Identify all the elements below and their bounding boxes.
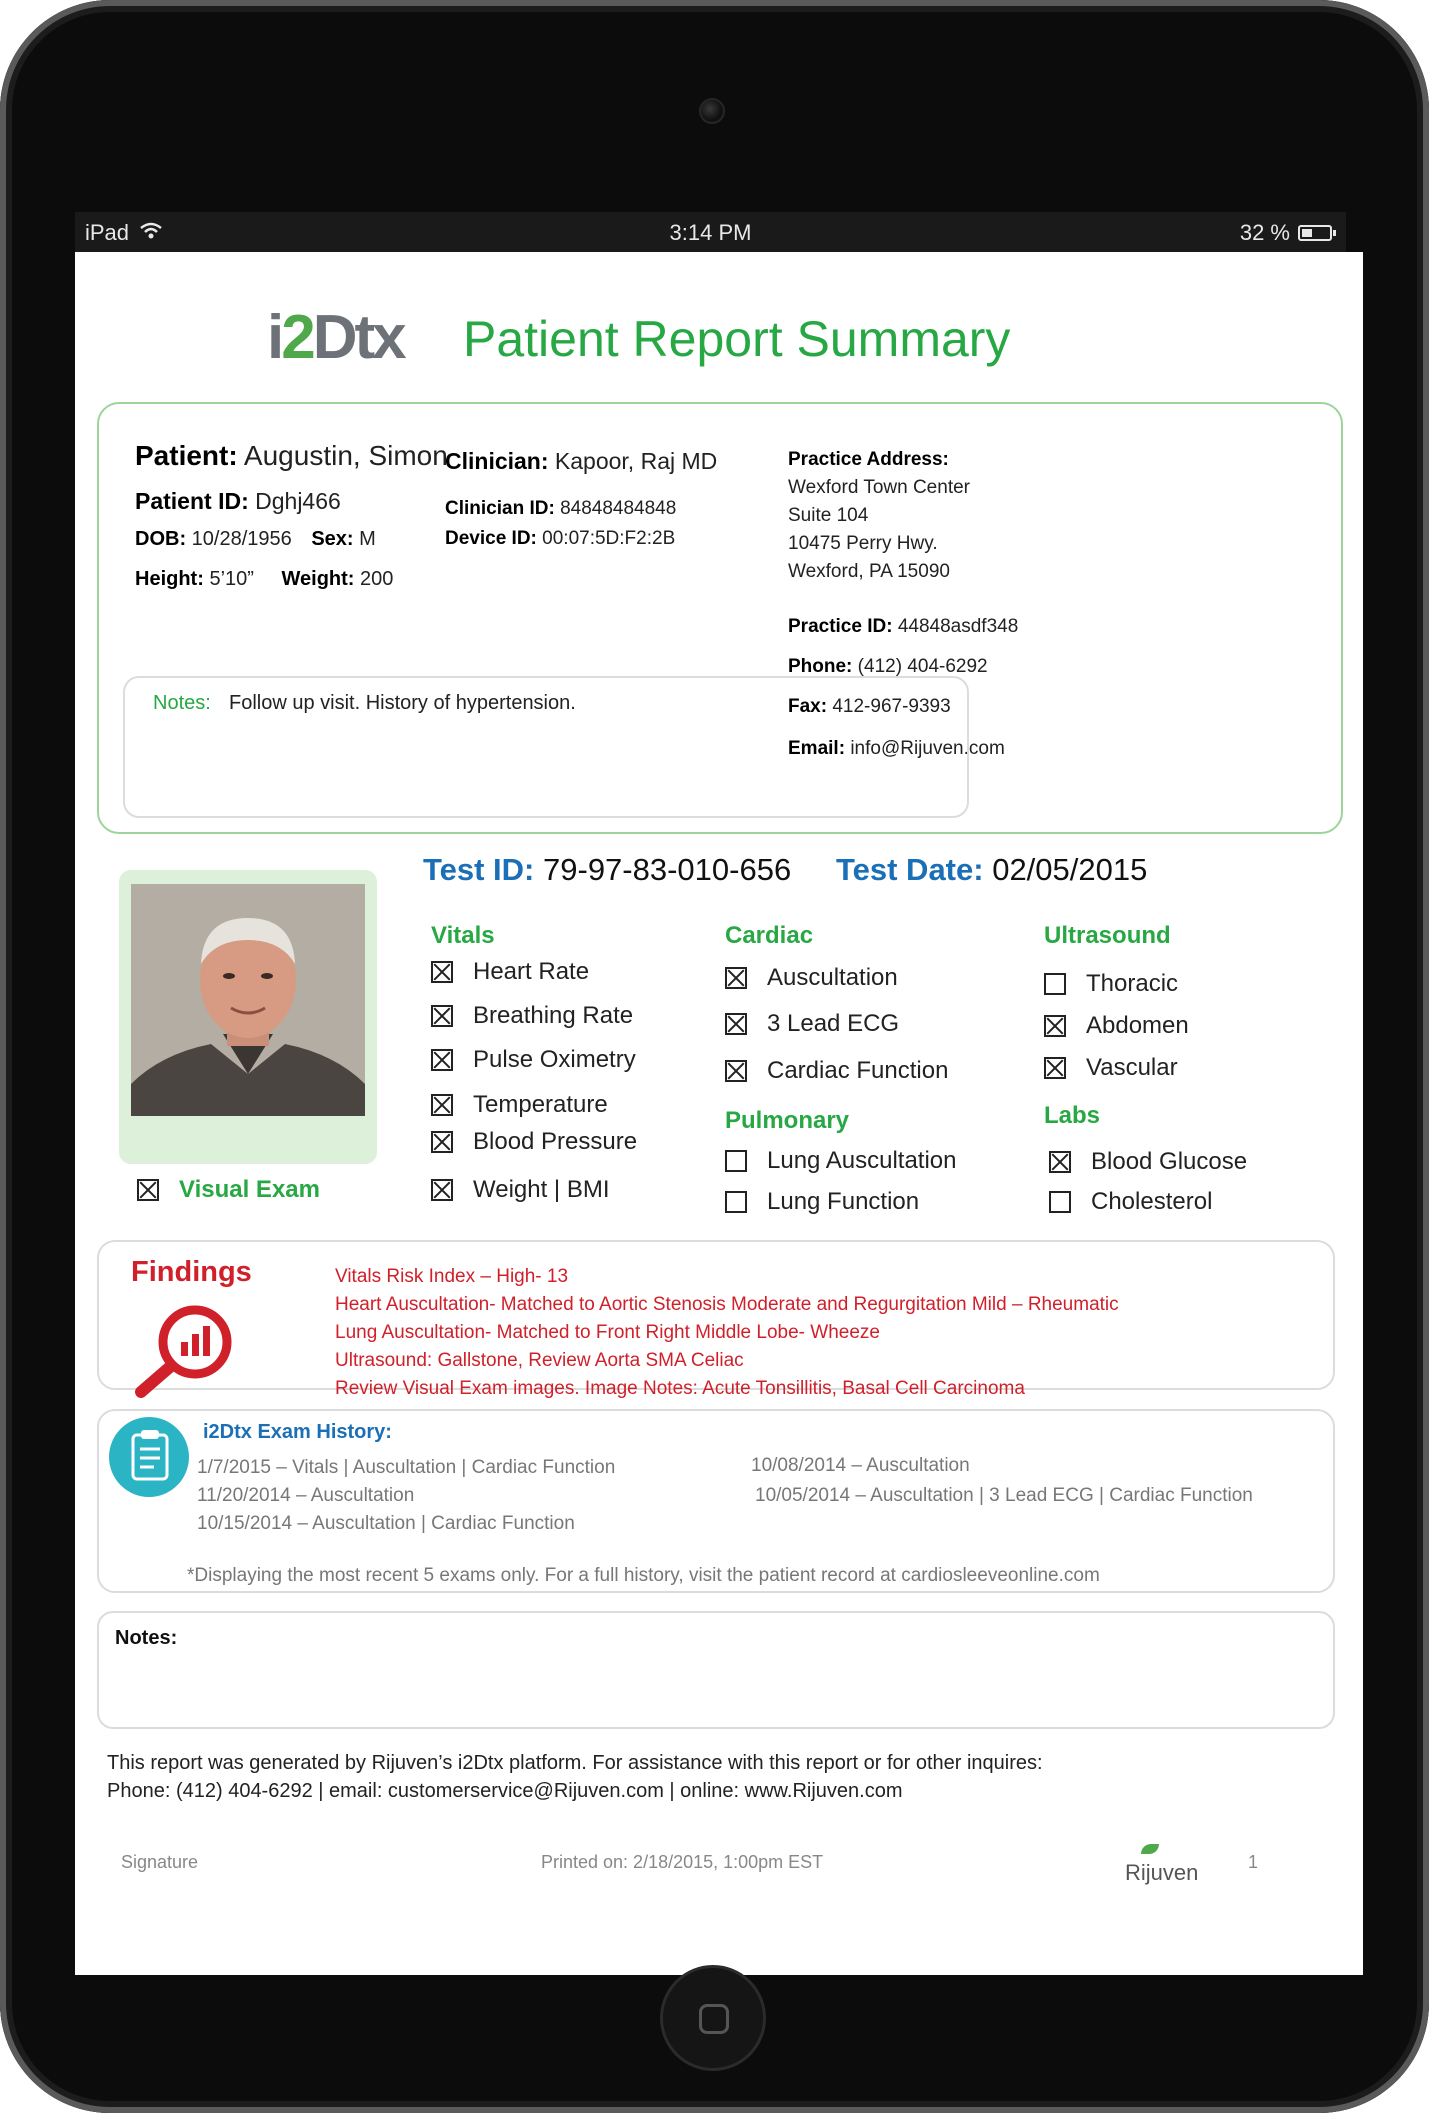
checkbox[interactable] bbox=[431, 1049, 453, 1071]
clinician-id-label: Clinician ID: bbox=[445, 498, 555, 519]
home-button[interactable] bbox=[660, 1965, 766, 2071]
cardiac-title: Cardiac bbox=[725, 922, 814, 949]
checkbox[interactable] bbox=[431, 1131, 453, 1153]
cardiac-item[interactable] bbox=[725, 1057, 948, 1085]
practice-phone: (412) 404-6292 bbox=[857, 656, 988, 677]
test-date bbox=[836, 852, 1147, 888]
page-title: Patient Report Summary bbox=[463, 311, 1011, 367]
labs-title: Labs bbox=[1044, 1102, 1101, 1129]
camera-icon bbox=[699, 98, 725, 124]
test-date-value: 02/05/2015 bbox=[992, 852, 1148, 887]
practice-address bbox=[788, 446, 970, 586]
clinician-id-row bbox=[445, 498, 676, 520]
patient-photo-frame bbox=[119, 870, 377, 1164]
practice-email-label: Email: bbox=[788, 738, 846, 759]
practice-address-label: Practice Address: bbox=[788, 449, 949, 470]
history-entry[interactable]: 11/20/2014 – Auscultation bbox=[197, 1485, 415, 1506]
practice-id-label: Practice ID: bbox=[788, 616, 893, 637]
dob-row bbox=[135, 528, 376, 551]
cardiac-item-label: Cardiac Function bbox=[767, 1057, 949, 1084]
home-icon bbox=[699, 2004, 729, 2034]
rijuven-leaf-icon bbox=[1141, 1844, 1159, 1854]
vitals-title: Vitals bbox=[431, 922, 495, 949]
printed-on: Printed on: 2/18/2015, 1:00pm EST bbox=[541, 1852, 824, 1872]
vitals-item-label: Weight | BMI bbox=[473, 1176, 610, 1203]
vitals-item-label: Pulse Oximetry bbox=[473, 1046, 636, 1073]
ultrasound-item[interactable] bbox=[1044, 1012, 1189, 1040]
vitals-item-label: Heart Rate bbox=[473, 958, 590, 985]
checkbox[interactable] bbox=[431, 1094, 453, 1116]
i2dtx-logo: i2Dtx bbox=[267, 303, 404, 372]
patient-photo[interactable] bbox=[131, 884, 365, 1116]
height-label: Height: bbox=[135, 568, 204, 590]
vitals-item[interactable] bbox=[431, 1046, 636, 1074]
history-footnote: *Displaying the most recent 5 exams only. For a full history, visit the patient record at cardiosleeveonline.com bbox=[187, 1565, 1100, 1586]
battery-percent: 32 % bbox=[1239, 220, 1290, 245]
patient-notes-label: Notes: bbox=[153, 692, 211, 714]
dob-label: DOB: bbox=[135, 528, 187, 550]
vitals-item[interactable] bbox=[431, 1002, 633, 1030]
practice-id: 44848asdf348 bbox=[897, 616, 1019, 637]
practice-id-row bbox=[788, 616, 1018, 638]
vitals-item[interactable] bbox=[431, 1176, 610, 1204]
footer-contact-text: Phone: (412) 404-6292 | email: customerservice@Rijuven.com | online: www.Rijuven.com bbox=[107, 1780, 903, 1802]
patient-info-panel bbox=[97, 402, 1343, 834]
address-line: Wexford Town Center bbox=[788, 477, 970, 498]
practice-fax-label: Fax: bbox=[788, 696, 828, 717]
history-entry[interactable]: 10/05/2014 – Auscultation | 3 Lead ECG | Cardiac Function bbox=[755, 1485, 1253, 1506]
visual-exam-option[interactable] bbox=[137, 1176, 320, 1204]
checkbox[interactable] bbox=[725, 967, 747, 989]
visual-exam-label: Visual Exam bbox=[179, 1176, 320, 1203]
checkbox[interactable] bbox=[137, 1179, 159, 1201]
patient-name-label: Patient: bbox=[135, 440, 238, 471]
status-bar bbox=[75, 212, 1346, 252]
address-line: Suite 104 bbox=[788, 505, 869, 526]
battery-icon bbox=[1298, 225, 1332, 241]
vitals-item[interactable] bbox=[431, 1128, 637, 1156]
rijuven-logo: Rijuven bbox=[1125, 1860, 1199, 1885]
device-id-row bbox=[445, 528, 675, 550]
height-weight-row bbox=[135, 568, 393, 591]
vitals-item[interactable] bbox=[431, 1091, 608, 1119]
pulmonary-item[interactable] bbox=[725, 1147, 956, 1175]
vitals-item-label: Blood Pressure bbox=[473, 1128, 638, 1155]
pulmonary-item-label: Lung Auscultation bbox=[767, 1147, 957, 1174]
checkbox[interactable] bbox=[431, 1179, 453, 1201]
cardiac-item[interactable] bbox=[725, 1010, 899, 1038]
status-time: 3:14 PM bbox=[669, 220, 752, 245]
sex-label: Sex: bbox=[311, 528, 354, 550]
checkbox[interactable] bbox=[1044, 1015, 1066, 1037]
checkbox[interactable] bbox=[1044, 1057, 1066, 1079]
history-entry[interactable]: 10/15/2014 – Auscultation | Cardiac Function bbox=[197, 1513, 575, 1534]
test-id-value: 79-97-83-010-656 bbox=[543, 852, 792, 887]
vitals-item-label: Breathing Rate bbox=[473, 1002, 634, 1029]
height-value: 5’10” bbox=[209, 568, 254, 590]
checkbox[interactable] bbox=[725, 1013, 747, 1035]
practice-email[interactable]: info@Rijuven.com bbox=[850, 738, 1005, 759]
clinician-label: Clinician: bbox=[445, 448, 549, 474]
finding-line: Lung Auscultation- Matched to Front Right Middle Lobe- Wheeze bbox=[335, 1322, 880, 1343]
report-page bbox=[75, 252, 1363, 1975]
device-name: iPad bbox=[85, 220, 130, 245]
labs-item-label: Blood Glucose bbox=[1091, 1148, 1248, 1175]
ultrasound-item[interactable] bbox=[1044, 1054, 1178, 1082]
checkbox[interactable] bbox=[1049, 1191, 1071, 1213]
exam-history-title: i2Dtx Exam History: bbox=[203, 1421, 392, 1443]
signature-label: Signature bbox=[121, 1852, 199, 1872]
labs-item-label: Cholesterol bbox=[1091, 1188, 1213, 1215]
checkbox[interactable] bbox=[1049, 1151, 1071, 1173]
findings-title: Findings bbox=[131, 1256, 252, 1288]
address-line: 10475 Perry Hwy. bbox=[788, 533, 938, 554]
pulmonary-item-label: Lung Function bbox=[767, 1188, 920, 1215]
labs-item[interactable] bbox=[1049, 1188, 1212, 1216]
patient-id-row bbox=[135, 488, 341, 515]
test-date-label: Test Date: bbox=[836, 852, 984, 887]
pulmonary-item[interactable] bbox=[725, 1188, 919, 1216]
clinician-row bbox=[445, 448, 717, 475]
footer-generated-text: This report was generated by Rijuven’s i2Dtx platform. For assistance with this report or for other inquires: bbox=[107, 1752, 1043, 1774]
finding-line: Vitals Risk Index – High- 13 bbox=[335, 1266, 569, 1287]
weight-label: Weight: bbox=[281, 568, 355, 590]
test-id-label: Test ID: bbox=[423, 852, 535, 887]
ultrasound-item-label: Vascular bbox=[1086, 1054, 1178, 1081]
clinician-id: 84848484848 bbox=[560, 498, 677, 519]
labs-item[interactable] bbox=[1049, 1148, 1247, 1176]
patient-name: Augustin, Simon bbox=[243, 440, 448, 471]
notes-label: Notes: bbox=[115, 1627, 178, 1649]
device-id: 00:07:5D:F2:2B bbox=[542, 528, 676, 549]
test-id bbox=[423, 852, 791, 888]
practice-phone-label: Phone: bbox=[788, 656, 853, 677]
checkbox[interactable] bbox=[725, 1060, 747, 1082]
dob-value: 10/28/1956 bbox=[191, 528, 292, 550]
practice-fax: 412-967-9393 bbox=[832, 696, 951, 717]
notes-box[interactable] bbox=[97, 1611, 1335, 1729]
finding-line: Review Visual Exam images. Image Notes: Acute Tonsillitis, Basal Cell Carcinoma bbox=[335, 1378, 1025, 1399]
battery-fill bbox=[1302, 229, 1312, 237]
ultrasound-item[interactable] bbox=[1044, 970, 1178, 998]
address-line: Wexford, PA 15090 bbox=[788, 561, 950, 582]
ultrasound-item-label: Abdomen bbox=[1086, 1012, 1189, 1039]
history-entry[interactable]: 10/08/2014 – Auscultation bbox=[751, 1455, 970, 1476]
practice-phone-row bbox=[788, 656, 988, 678]
clipboard-icon bbox=[109, 1417, 189, 1497]
vitals-item[interactable] bbox=[431, 958, 589, 986]
patient-id-label: Patient ID: bbox=[135, 488, 249, 514]
ultrasound-item-label: Thoracic bbox=[1086, 970, 1179, 997]
patient-notes-box bbox=[123, 676, 969, 818]
checkbox[interactable] bbox=[1044, 973, 1066, 995]
sex-value: M bbox=[359, 528, 376, 550]
cardiac-item[interactable] bbox=[725, 964, 898, 992]
device-id-label: Device ID: bbox=[445, 528, 537, 549]
checkbox[interactable] bbox=[431, 1005, 453, 1027]
patient-id: Dghj466 bbox=[255, 488, 341, 514]
checkbox[interactable] bbox=[431, 961, 453, 983]
clinician-name: Kapoor, Raj MD bbox=[554, 448, 718, 474]
finding-line: Ultrasound: Gallstone, Review Aorta SMA Celiac bbox=[335, 1350, 744, 1371]
checkbox[interactable] bbox=[725, 1150, 747, 1172]
checkbox[interactable] bbox=[725, 1191, 747, 1213]
cardiac-item-label: 3 Lead ECG bbox=[767, 1010, 900, 1037]
findings-panel bbox=[97, 1240, 1335, 1399]
exam-history-panel bbox=[97, 1409, 1335, 1593]
pulmonary-title: Pulmonary bbox=[725, 1107, 850, 1134]
patient-name-row bbox=[135, 440, 448, 472]
magnifier-chart-icon bbox=[133, 1302, 239, 1403]
weight-value: 200 bbox=[360, 568, 394, 590]
vitals-item-label: Temperature bbox=[473, 1091, 608, 1118]
page-number: 1 bbox=[1248, 1852, 1259, 1872]
finding-line: Heart Auscultation- Matched to Aortic Stenosis Moderate and Regurgitation Mild – Rheumatic bbox=[335, 1294, 1119, 1315]
history-entry[interactable]: 1/7/2015 – Vitals | Auscultation | Cardiac Function bbox=[197, 1457, 616, 1478]
patient-notes-text: Follow up visit. History of hypertension. bbox=[229, 692, 576, 714]
ultrasound-title: Ultrasound bbox=[1044, 922, 1171, 949]
cardiac-item-label: Auscultation bbox=[767, 964, 898, 991]
